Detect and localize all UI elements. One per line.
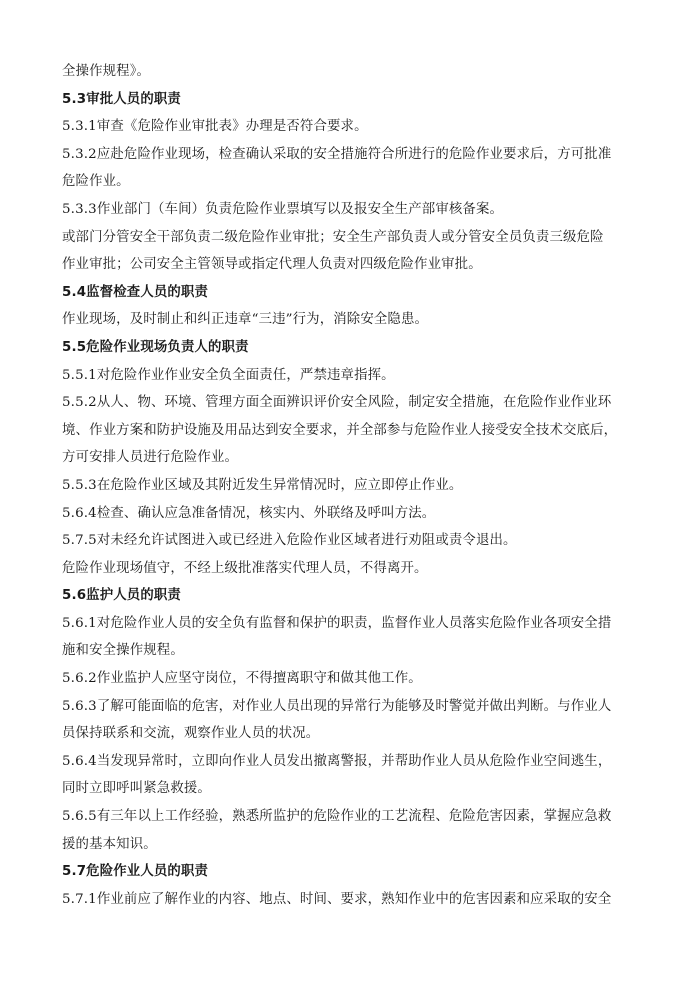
text-line: 方可安排人员进行危险作业。 [62, 450, 239, 466]
text-line: 5.7.5对未经允许试图进入或已经进入危险作业区域者进行劝阻或责令退出。 [62, 533, 517, 549]
section-heading-5-3: 5.3审批人员的职责 [62, 91, 181, 107]
text-line: 或部门分管安全干部负责二级危险作业审批；安全生产部负责人或分管安全员负责三级危险 [62, 229, 604, 245]
section-heading-5-7: 5.7危险作业人员的职责 [62, 864, 209, 880]
text-line: 施和安全操作规程。 [62, 643, 184, 659]
text-line: 5.6.1对危险作业人员的安全负有监督和保护的职责，监督作业人员落实危险作业各项安全措 [62, 615, 612, 631]
text-line: 作业现场，及时制止和纠正违章“三违”行为，消除安全隐患。 [62, 312, 429, 328]
text-line: 5.3.3作业部门（车间）负责危险作业票填写以及报安全生产部审核备案。 [62, 201, 504, 217]
text-line: 5.6.3了解可能面临的危害，对作业人员出现的异常行为能够及时警觉并做出判断。与作业人 [62, 698, 612, 714]
document-body [62, 58, 638, 913]
text-line: 援的基本知识。 [62, 836, 157, 852]
text-line: 危险作业。 [62, 174, 130, 190]
text-line: 全操作规程》。 [62, 64, 151, 79]
text-line: 同时立即呼叫紧急救援。 [62, 781, 211, 797]
text-line: 5.7.1作业前应了解作业的内容、地点、时间、要求，熟知作业中的危害因素和应采取的安全 [62, 891, 612, 907]
text-line: 危险作业现场值守，不经上级批准落实代理人员，不得离开。 [62, 560, 428, 576]
text-line: 5.5.2从人、物、环境、管理方面全面辨识评价安全风险，制定安全措施，在危险作业作业环 [62, 395, 612, 411]
section-heading-5-6: 5.6监护人员的职责 [62, 588, 181, 604]
text-line: 5.3.2应赴危险作业现场，检查确认采取的安全措施符合所进行的危险作业要求后，方可批准 [62, 146, 612, 162]
text-line: 5.5.1对危险作业作业安全负全面责任，严禁违章指挥。 [62, 367, 395, 383]
text-line: 5.3.1审查《危险作业审批表》办理是否符合要求。 [62, 119, 368, 135]
section-heading-5-4: 5.4监督检查人员的职责 [62, 284, 209, 300]
text-line: 境、作业方案和防护设施及用品达到安全要求，并全部参与危险作业人接受安全技术交底后， [62, 422, 618, 438]
text-line: 5.6.5有三年以上工作经验，熟悉所监护的危险作业的工艺流程、危险危害因素，掌握应急救 [62, 809, 612, 825]
section-heading-5-5: 5.5危险作业现场负责人的职责 [62, 339, 249, 355]
text-line: 5.6.4检查、确认应急准备情况，核实内、外联络及呼叫方法。 [62, 505, 436, 521]
text-line: 5.6.2作业监护人应坚守岗位，不得擅离职守和做其他工作。 [62, 671, 422, 687]
text-line: 作业审批；公司安全主管领导或指定代理人负责对四级危险作业审批。 [62, 257, 482, 273]
text-line: 5.6.4当发现异常时，立即向作业人员发出撤离警报，并帮助作业人员从危险作业空间逃生， [62, 753, 612, 769]
text-line: 5.5.3在危险作业区域及其附近发生异常情况时，应立即停止作业。 [62, 477, 463, 493]
text-line: 员保持联系和交流，观察作业人员的状况。 [62, 726, 320, 742]
